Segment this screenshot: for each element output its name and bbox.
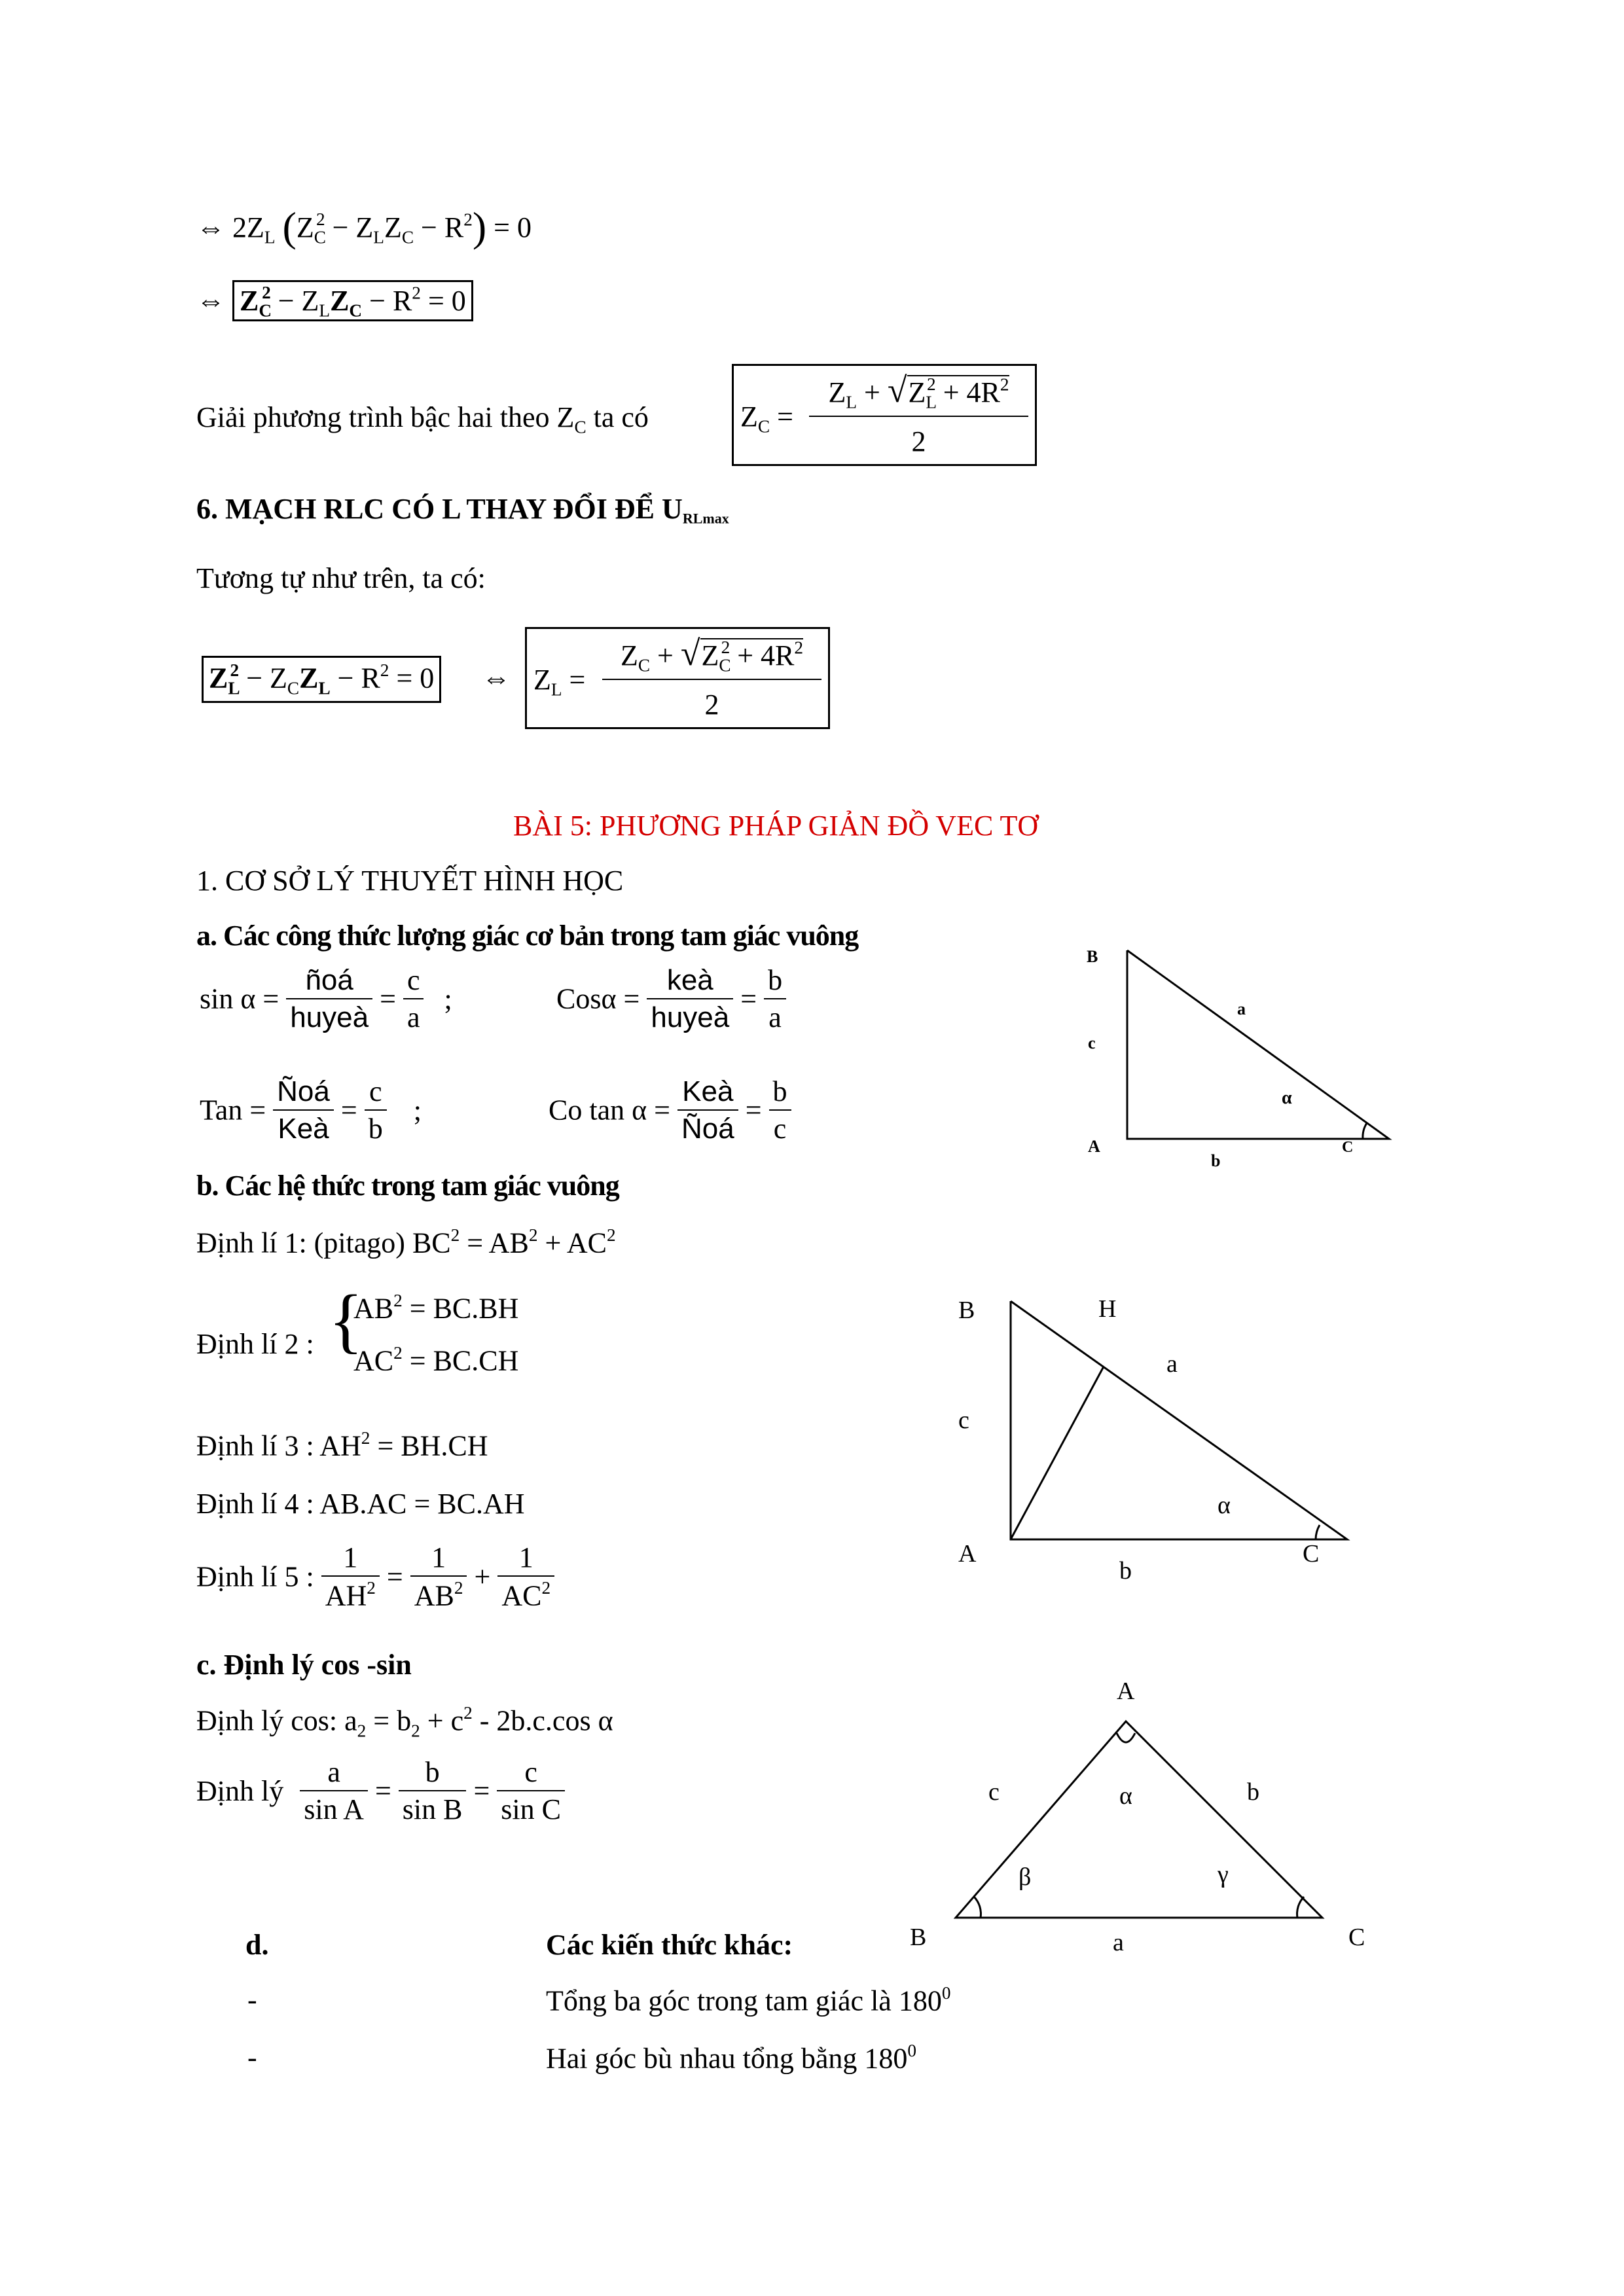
theorem-1: Định lí 1: (pitago) $BC^2 = AB^2 + AC^2$ [196, 1225, 616, 1259]
svg-text:a: a [1166, 1350, 1178, 1378]
boxed-equation-zl: $Z_L^2 - Z_CZ_L - R^2 = 0$ [202, 656, 441, 703]
svg-text:b: b [1247, 1778, 1259, 1806]
cosine-law: Định lý cos: $a_2 = b_2 + c^2 - 2b.c.\cos$ α [196, 1703, 613, 1741]
theorem-5: Định lí 5 : $\frac{1}{AH^2}$ = $\frac{1}{AB^2}$ + $\frac{1}{AC^2}$ [196, 1539, 554, 1614]
svg-text:B: B [958, 1297, 975, 1324]
list-item: Hai góc bù nhau tổng bằng $180^0$ [546, 2041, 916, 2075]
section-6-intro: Tương tự như trên, ta có: [196, 562, 486, 594]
svg-text:b: b [1211, 1151, 1221, 1170]
part-b-heading: b. Các hệ thức trong tam giác vuông [196, 1170, 619, 1202]
solve-text: Giải phương trình bậc hai theo $Z_C$ ta có [196, 401, 649, 437]
svg-text:C: C [1348, 1924, 1365, 1951]
right-triangle-figure-2 [929, 1276, 1388, 1590]
part-c-heading: c. Định lý cos -sin [196, 1649, 412, 1681]
svg-text:A: A [1088, 1137, 1100, 1156]
part-d-heading: Các kiến thức khác: [546, 1929, 793, 1961]
section-1-title: 1. CƠ SỞ LÝ THUYẾT HÌNH HỌC [196, 865, 624, 897]
part-d-label: d. [245, 1929, 269, 1961]
svg-text:c: c [988, 1778, 1000, 1806]
svg-text:α: α [1119, 1782, 1132, 1810]
svg-text:B: B [910, 1924, 927, 1951]
list-item-dash: - [247, 2041, 257, 2073]
theorem-3: Định lí 3 : $AH^2 = BH.CH$ [196, 1428, 488, 1462]
svg-text:C: C [1303, 1540, 1320, 1568]
boxed-equation: $Z_C^2 - Z_LZ_C - R^2 = 0$ [232, 280, 473, 321]
lesson-title: BÀI 5: PHƯƠNG PHÁP GIẢN ĐỒ VEC TƠ [513, 810, 1039, 842]
equation-2: ⇔ $Z_C^2 - Z_LZ_C - R^2 = 0$ [196, 283, 473, 321]
boxed-solution-zl: $Z_L$ = $Z_C + √Z_C^2 + 4R^2$ 2 [525, 627, 830, 729]
section-6-title: 6. MẠCH RLC CÓ L THAY ĐỔI ĐỂ $U_{RLmax}$ [196, 493, 729, 527]
svg-text:A: A [1117, 1677, 1135, 1705]
part-a-heading: a. Các công thức lượng giác cơ bản trong tam giác vuông [196, 920, 859, 952]
svg-text:B: B [1087, 947, 1098, 966]
cos-formula: Cosα = $\frac{\text{keà}}{\text{huyeà}}$ = $\frac{b}{a}$ [556, 962, 786, 1035]
list-item: Tổng ba góc trong tam giác là $180^0$ [546, 1983, 951, 2017]
theorem-4: Định lí 4 : AB.AC = BC.AH [196, 1488, 525, 1520]
svg-text:β: β [1019, 1863, 1032, 1891]
list-item-dash: - [247, 1984, 257, 2016]
tan-formula: Tan = $\frac{\text{Ñoá}}{\text{Keà}}$ = $\frac{c}{b}$ ; [200, 1073, 422, 1147]
svg-text:C: C [1342, 1139, 1354, 1156]
equation-1: ⇔ $2Z_L$ $(Z_C^2 - Z_LZ_C - R^2) = 0$ [196, 204, 532, 250]
svg-text:c: c [958, 1407, 969, 1434]
triangle-figure-3 [890, 1662, 1414, 1957]
svg-text:b: b [1119, 1557, 1132, 1585]
theorem-2-line-1: $AB^2 = BC.BH$ [353, 1291, 519, 1325]
svg-text:c: c [1088, 1033, 1096, 1052]
svg-text:H: H [1098, 1295, 1117, 1323]
sine-law: Định lý $\frac{a}{\text{sin A}}$ = $\frac{b}{\text{sin B}}$ = $\frac{c}{\text{sin C}}$ [196, 1754, 565, 1827]
theorem-2-label: Định lí 2 : [196, 1328, 314, 1360]
svg-text:a: a [1237, 999, 1246, 1018]
svg-text:A: A [958, 1540, 977, 1568]
svg-text:a: a [1113, 1929, 1124, 1956]
cot-formula: Co tan α = $\frac{\text{Keà}}{\text{Ñoá}}$ = $\frac{b}{c}$ [549, 1073, 791, 1147]
svg-text:α: α [1218, 1492, 1231, 1519]
equivalence-arrow: ⇔ [196, 211, 225, 243]
theorem-2-line-2: $AC^2 = BC.CH$ [353, 1343, 519, 1377]
boxed-solution-zc: $Z_C$ = $Z_L + √Z_L^2 + 4R^2$ 2 [732, 364, 1037, 466]
sin-formula: sin α = $\frac{\text{ñoá}}{\text{huyeà}}$ = $\frac{c}{a}$ ; [200, 962, 452, 1035]
right-triangle-figure-1 [1074, 936, 1401, 1172]
svg-text:α: α [1282, 1088, 1292, 1108]
svg-text:γ: γ [1218, 1861, 1229, 1888]
